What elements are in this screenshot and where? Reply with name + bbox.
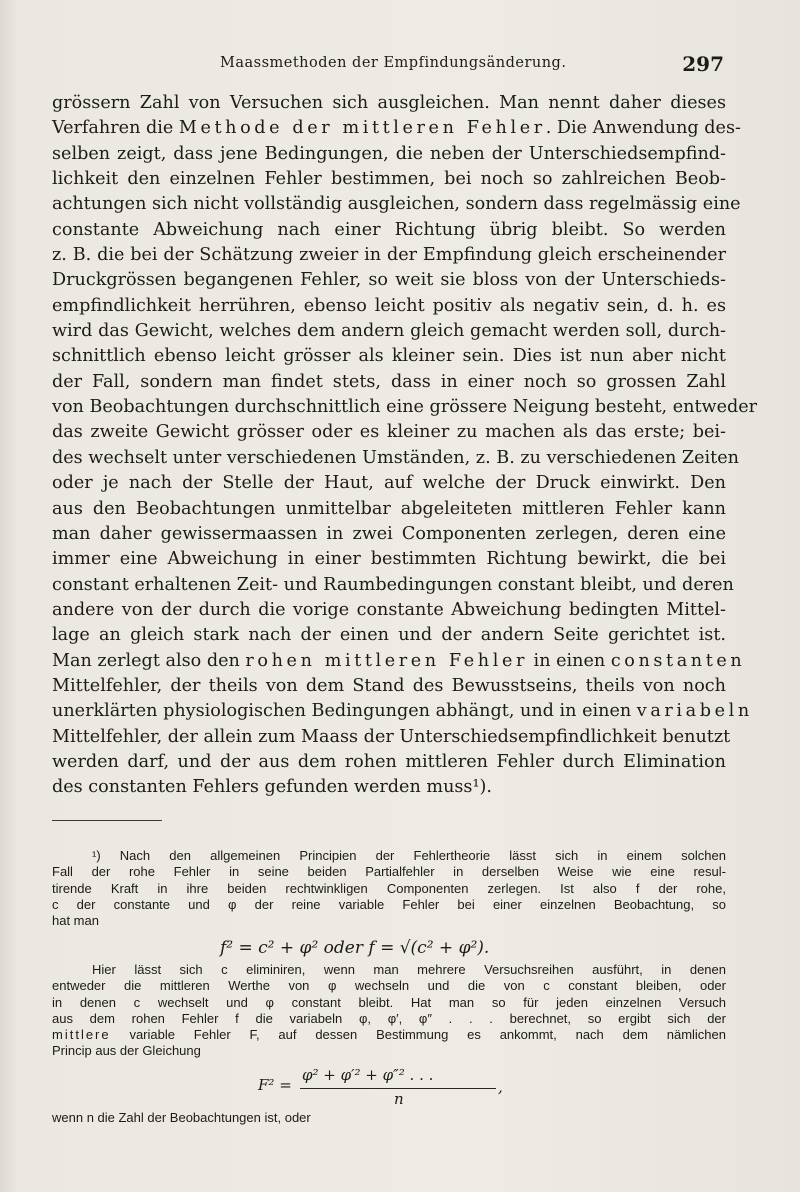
text-line: empfindlichkeit herrühren, ebenso leicht positiv als negativ sein, d. h. es [52, 295, 726, 316]
text-line: andere von der durch die vorige constante Abweichung bedingten Mittel- [52, 599, 726, 620]
text-line [52, 699, 753, 724]
text-line [52, 649, 746, 674]
main-text [52, 91, 758, 801]
text-line: man daher gewissermaassen in zwei Componenten zerlegen, deren eine [52, 523, 726, 544]
text-line: aus den Beobachtungen unmittelbar abgeleiteten mittleren Fehler kann [52, 498, 726, 519]
footnote-line: entweder die mittleren Werthe von φ wechseln und die von c constant bleiben, oder [52, 978, 726, 994]
text-segment: Man zerlegt also den [52, 650, 246, 671]
text-segment: unerklärten physiologischen Bedingungen abhängt, und in einen [52, 701, 637, 722]
text-line: selben zeigt, dass jene Bedingungen, die neben der Unterschiedsempfind- [52, 143, 726, 164]
footnote-line: hat man [52, 913, 99, 929]
text-line: oder je nach der Stelle der Haut, auf welche der Druck einwirkt. Den [52, 473, 726, 494]
text-line: immer eine Abweichung in einer bestimmten Richtung bewirkt, die bei [52, 549, 726, 570]
fraction-trailing-comma: , [498, 1078, 503, 1096]
footnote-line [52, 1027, 726, 1043]
text-segment: variable Fehler F, auf dessen Bestimmung es ankommt, nach dem nämlichen [110, 1027, 726, 1043]
text-segment: Verfahren die [52, 118, 179, 139]
text-line: z. B. die bei der Schätzung zweier in der Empfindung gleich erscheinender [52, 245, 726, 266]
footnote-line: ¹) Nach den allgemeinen Principien der Fehlertheorie lässt sich in einem solchen [92, 848, 726, 863]
footnote [52, 848, 726, 929]
text-segment: in einen [527, 650, 611, 671]
footnote-line: Hier lässt sich c eliminiren, wenn man mehrere Versuchsreihen ausführt, in denen [92, 962, 726, 977]
emphasized-term: Methode der mittleren Fehler [178, 118, 546, 139]
text-line: werden darf, und der aus dem rohen mittleren Fehler durch Elimination [52, 751, 726, 772]
text-line: des wechselt unter verschiedenen Umständen, z. B. zu verschiedenen Zeiten [52, 447, 739, 468]
running-title: Maassmethoden der Empfindungsänderung. [220, 55, 567, 71]
text-line [52, 116, 741, 141]
footnote-line: in denen c wechselt und φ constant bleibt. Hat man so für jeden einzelnen Versuch [52, 994, 726, 1010]
text-line: Mittelfehler, der theils von dem Stand des Bewusstseins, theils von noch [52, 675, 726, 696]
page-number: 297 [682, 52, 724, 76]
text-line: constante Abweichung nach einer Richtung übrig bleibt. So werden [52, 219, 726, 240]
text-line: Mittelfehler, der allein zum Maass der Unterschiedsempfindlichkeit benutzt [52, 726, 731, 747]
text-line: grössern Zahl von Versuchen sich ausgleichen. Man nennt daher dieses [52, 93, 726, 113]
text-line: lage an gleich stark nach der einen und der andern Seite gerichtet ist. [52, 625, 726, 646]
text-segment: . Die Anwendung des- [545, 118, 741, 139]
text-line: wird das Gewicht, welches dem andern gleich gemacht werden soll, durch- [52, 321, 726, 342]
text-line: lichkeit den einzelnen Fehler bestimmen, bei noch so zahlreichen Beob- [52, 169, 726, 190]
text-line: Druckgrössen begangenen Fehler, so weit sie bloss von der Unterschieds- [52, 270, 726, 291]
emphasized-term: constanten [610, 650, 746, 671]
text-line: schnittlich ebenso leicht grösser als kleiner sein. Dies ist nun aber nicht [52, 346, 726, 367]
text-line: des constanten Fehlers gefunden werden muss¹). [52, 777, 492, 798]
footnote-continued [52, 962, 726, 1060]
emphasized-term: rohen mittleren Fehler [245, 650, 528, 671]
footnote-separator [52, 820, 162, 821]
text-line: achtungen sich nicht vollständig ausgleichen, sondern dass regelmässig eine [52, 194, 741, 215]
emphasized-term: mittlere [52, 1027, 111, 1043]
fraction-numerator: φ² + φ′² + φ″² . . . [302, 1066, 434, 1084]
text-line: der Fall, sondern man findet stets, dass in einer noch so grossen Zahl [52, 371, 726, 392]
footnote-formula: f² = c² + φ² oder f = √(c² + φ²). [220, 938, 490, 958]
footnote-line: Princip aus der Gleichung [52, 1043, 201, 1059]
text-line: das zweite Gewicht grösser oder es kleiner zu machen als das erste; bei- [52, 422, 726, 443]
text-line: constant erhaltenen Zeit- und Raumbedingungen constant bleibt, und deren [52, 574, 734, 595]
page-header [52, 52, 724, 82]
text-line: von Beobachtungen durchschnittlich eine grössere Neigung besteht, entweder [52, 397, 758, 418]
footnote-line: aus dem rohen Fehler f die variabeln φ, φ′, φ″ . . . berechnet, so ergibt sich der [52, 1010, 726, 1026]
fraction-lhs: F² = [258, 1076, 292, 1094]
footnote-line: Fall der rohe Fehler in seine beiden Partialfehler in derselben Weise wie eine resul- [52, 864, 726, 880]
footnote-line: tirende Kraft in ihre beiden rechtwinkligen Componenten zerlegen. Ist also f der rohe, [52, 880, 726, 896]
footnote-closing-line: wenn n die Zahl der Beobachtungen ist, oder [52, 1110, 311, 1125]
fraction-bar [300, 1088, 496, 1089]
fraction-equation [258, 1066, 518, 1110]
fraction-denominator: n [394, 1090, 404, 1108]
emphasized-term: variabeln [636, 701, 753, 722]
footnote-line: c der constante und φ der reine variable Fehler bei einer einzelnen Beobachtung, so [52, 896, 726, 912]
